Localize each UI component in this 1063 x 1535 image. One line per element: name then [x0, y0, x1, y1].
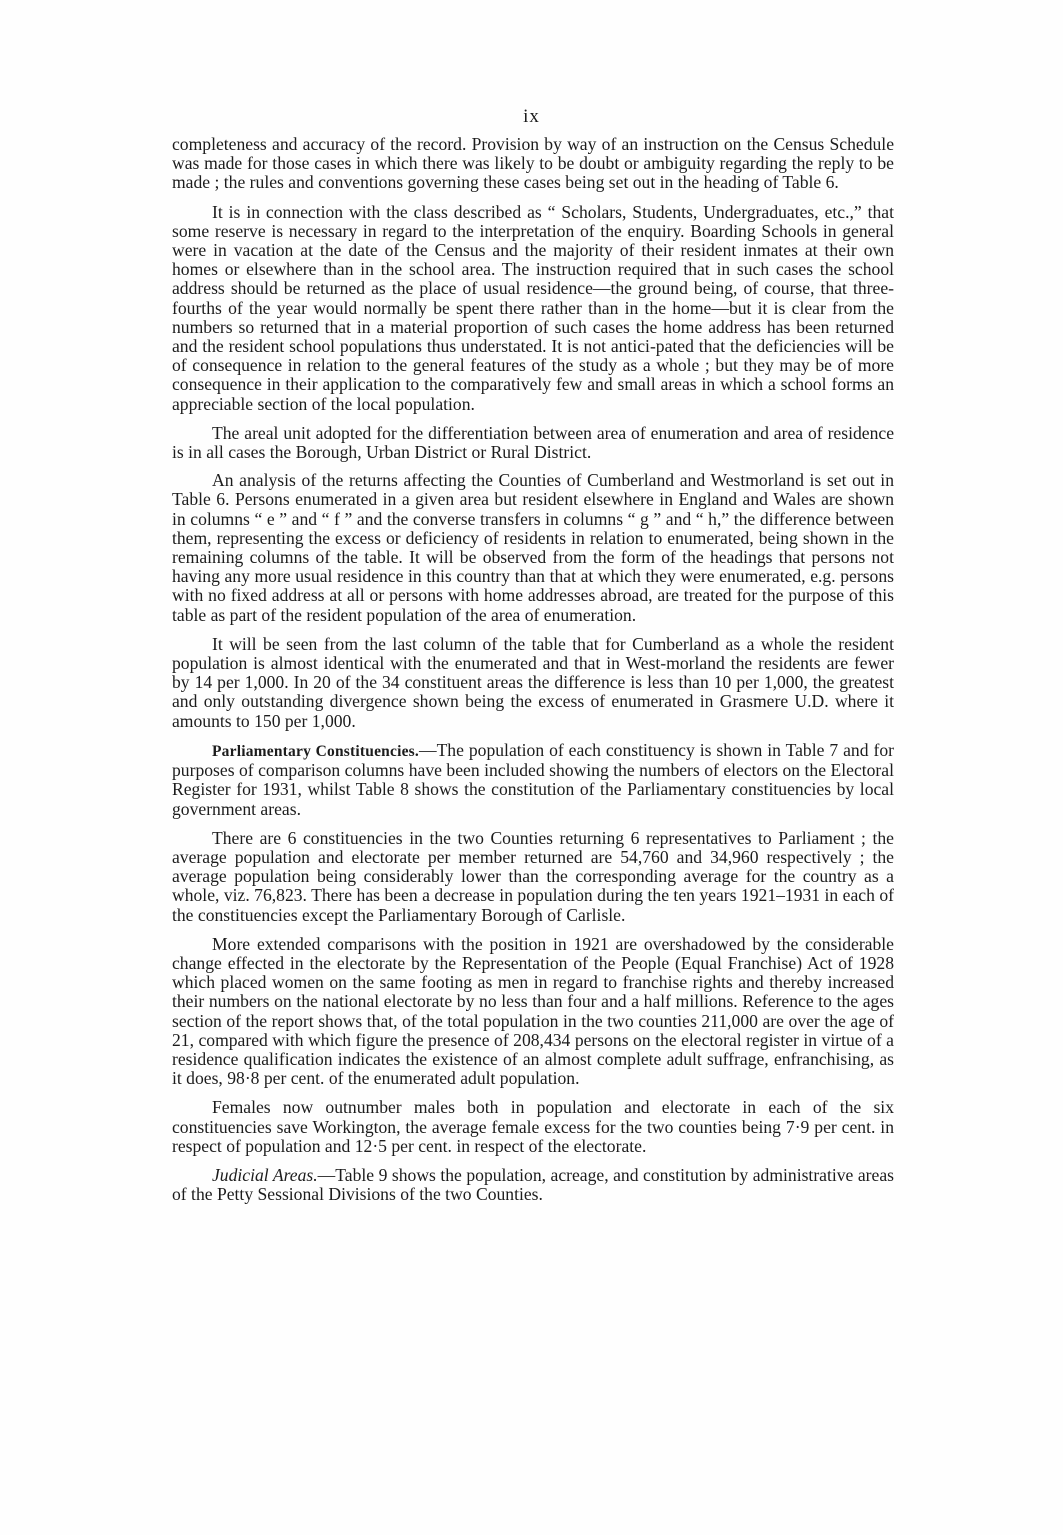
paragraph-5: It will be seen from the last column of the table that for Cumberland as a whole the resident population is almost identical with the enumerated and that in West-morland the residents are fewer by 14 per 1,000. In 20 of the 34 constituent areas the difference is less than 10 per 1,000, the greatest and only outstanding divergence shown being the excess of enumerated in Grasmere U.D. where it amounts to 150 per 1,000. — [172, 633, 894, 731]
paragraph-10 — [172, 1166, 894, 1204]
section-heading-judicial: Judicial Areas. — [212, 1164, 318, 1185]
body-text — [172, 135, 894, 1214]
paragraph-2: It is in connection with the class described as “ Scholars, Students, Undergraduates, etc.,” that some reserve is necessary in regard to the interpretation of the enquiry. Boarding Schools in general were in vacation at the date of the Census and the majority of their resident inmates at their own homes or elsewhere than in the school area. The instruction required that in such cases the school address should be returned as the place of usual residence—the ground being, of course, that three-fourths of the year would normally be spent there rather than in the home—but it is clear from the numbers so returned that in a material proportion of such cases the home address has been returned and the resident school populations thus understated. It is not antici-pated that the deficiencies will be of consequence in relation to the general features of the study as a whole ; but they may be of more consequence in their application to the comparatively few and small areas in which a school forms an appreciable section of the local population. — [172, 201, 894, 414]
paragraph-1: completeness and accuracy of the record. Provision by way of an instruction on the Census Schedule was made for those cases in which there was likely to be doubt or ambiguity regarding the reply to be made ; the rules and conventions governing these cases being set out in the heading of Table 6. — [172, 134, 894, 193]
paragraph-10-text: —Table 9 shows the population, acreage, and constitution by administrative areas of the Petty Sessional Divisions of the two Counties. — [172, 1164, 895, 1205]
paragraph-4: An analysis of the returns affecting the Counties of Cumberland and Westmorland is set out in Table 6. Persons enumerated in a given area but resident elsewhere in England and Wales are shown in columns “ e ” and “ f ” and the converse transfers in columns “ g ” and “ h,” the difference between them, representing the excess or deficiency of residents in relation to enumerated, being shown in the remaining columns of the table. It will be observed from the form of the headings that persons not having any more usual residence in this country than that at which they were enumerated, e.g. persons with no fixed address at all or persons with home addresses abroad, are treated for the purpose of this table as part of the resident population of the area of enumeration. — [172, 470, 894, 625]
paragraph-6-text: —The population of each constituency is shown in Table 7 and for purposes of comparison columns have been included showing the numbers of electors on the Electoral Register for 1931, whilst Table 8 shows the constitution of the Parliamentary constituencies by local government areas. — [172, 739, 894, 819]
section-heading-parliamentary: Parliamentary Constituencies. — [212, 742, 419, 760]
page-number: ix — [523, 106, 540, 127]
paragraph-6 — [172, 741, 894, 819]
paragraph-9: Females now outnumber males both in population and electorate in each of the six constituencies save Workington, the average female excess for the two counties being 7·9 per cent. in respect of population and 12·5 per cent. in respect of the electorate. — [172, 1097, 894, 1156]
paragraph-8: More extended comparisons with the position in 1921 are overshadowed by the considerable change effected in the electorate by the Representation of the People (Equal Franchise) Act of 1928 which placed women on the same footing as men in regard to franchise rights and thereby increased their numbers on the national electorate by no less than four and a half millions. Reference to the ages section of the report shows that, of the total population in the two counties 211,000 are over the age of 21, compared with which figure the presence of 208,434 persons on the electoral register in virtue of a residence qualification indicates the existence of an almost complete adult suffrage, enfranchising, as it does, 98·8 per cent. of the enumerated adult population. — [172, 933, 894, 1089]
paragraph-3: The areal unit adopted for the differentiation between area of enumeration and area of residence is in all cases the Borough, Urban District or Rural District. — [172, 422, 894, 463]
paragraph-7: There are 6 constituencies in the two Counties returning 6 representatives to Parliament ; the average population and electorate per member returned are 54,760 and 34,960 respectively ; the average population being considerably lower than the corresponding average for the country as a whole, viz. 76,823. There has been a decrease in population during the ten years 1921–1931 in each of the constituencies except the Parliamentary Borough of Carlisle. — [172, 827, 894, 925]
